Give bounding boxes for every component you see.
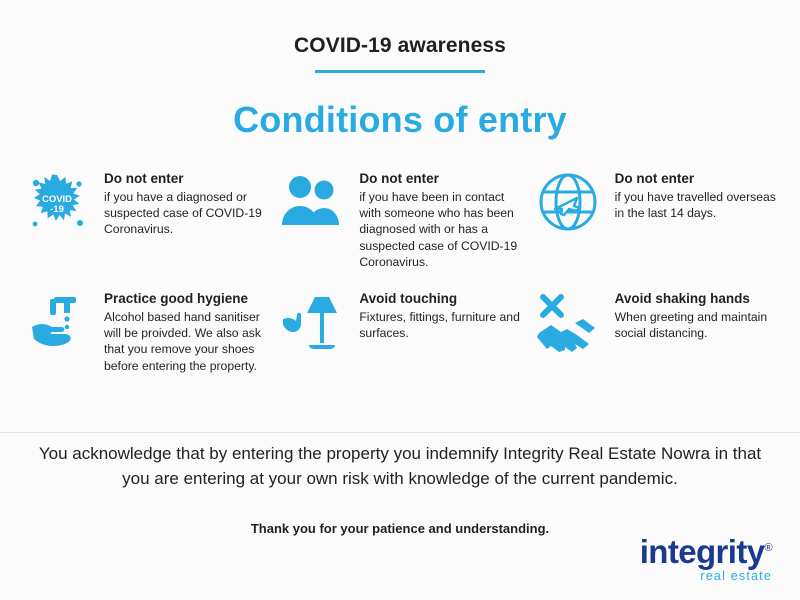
globe-plane-icon: [533, 169, 603, 243]
virus-icon: [22, 169, 92, 243]
condition-heading: Avoid touching: [359, 291, 458, 306]
logo-tagline: real estate: [700, 568, 772, 583]
condition-text: [359, 169, 522, 270]
condition-body: Fixtures, fittings, furniture and surfaces.: [359, 310, 520, 341]
condition-item: [22, 169, 267, 279]
condition-body: When greeting and maintain social distancing.: [614, 310, 768, 341]
footer-divider: [0, 432, 800, 433]
poster-header: [0, 0, 800, 141]
condition-heading: Do not enter: [359, 171, 439, 186]
virus-icon-label-line1: COVID: [41, 194, 73, 205]
condition-heading: Practice good hygiene: [104, 291, 249, 306]
condition-text: [104, 169, 267, 238]
condition-body: Alcohol based hand sanitiser will be proivded. We also ask that you remove your shoes before entering the property.: [104, 310, 261, 373]
logo-wordmark: [639, 532, 772, 570]
thanks-text: Thank you for your patience and understanding.: [250, 521, 550, 537]
no-touch-lamp-icon: [277, 289, 347, 363]
condition-item: [533, 289, 778, 399]
logo-registered-mark: ®: [764, 541, 772, 554]
acknowledgement-text: You acknowledge that by entering the property you indemnify Integrity Real Estate Nowra in that you are entering at your own risk with knowledge of the current pandemic.: [38, 444, 762, 488]
awareness-title: COVID-19 awareness: [294, 34, 506, 57]
condition-text: [359, 289, 522, 341]
condition-item: [277, 169, 522, 279]
condition-text: [615, 169, 778, 221]
condition-heading: Do not enter: [614, 171, 695, 186]
poster-footer: [0, 442, 800, 536]
condition-item: [22, 289, 267, 399]
page-title: Conditions of entry: [233, 99, 567, 140]
condition-item: [533, 169, 778, 279]
condition-body: if you have a diagnosed or suspected case of COVID-19 Coronavirus.: [104, 190, 262, 237]
title-divider: [315, 70, 485, 73]
condition-item: [277, 289, 522, 399]
condition-body: if you have travelled overseas in the last 14 days.: [614, 190, 776, 221]
logo-name: integrity: [639, 532, 765, 570]
condition-body: if you have been in contact with someone who has been diagnosed with or has a suspected case of COVID-19 Coronavirus.: [359, 190, 518, 269]
conditions-grid: [0, 169, 800, 399]
virus-icon-label-line2: -19: [50, 204, 64, 215]
condition-heading: Do not enter: [104, 171, 184, 186]
two-people-icon: [277, 169, 347, 243]
condition-heading: Avoid shaking hands: [614, 291, 750, 306]
condition-text: [104, 289, 267, 374]
handwash-icon: [22, 289, 92, 363]
company-logo: [639, 532, 772, 583]
no-handshake-icon: [533, 289, 603, 363]
condition-text: [615, 289, 778, 341]
